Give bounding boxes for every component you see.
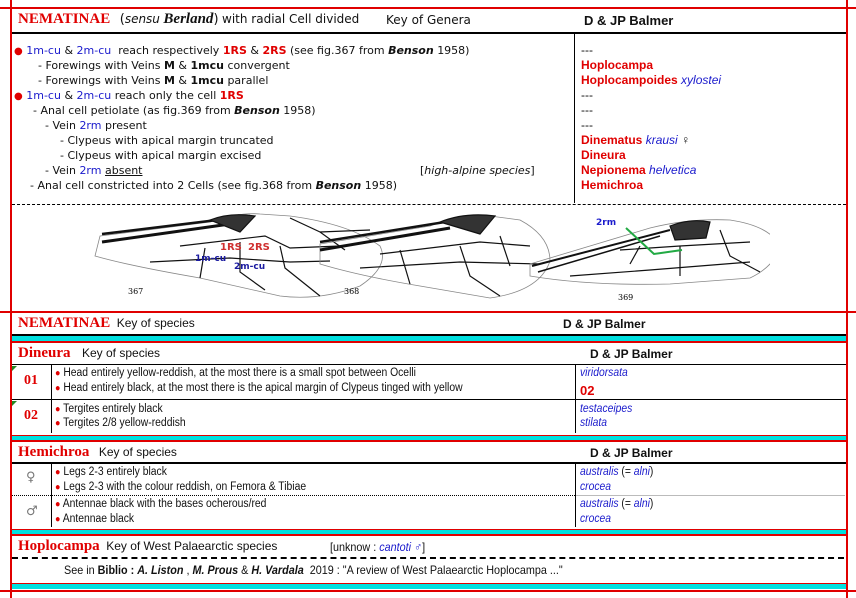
result-10: Hemichroa (581, 178, 644, 192)
sensu-close: ) (213, 12, 219, 27)
species-title: NEMATINAE (18, 315, 111, 331)
genera-result-divider (574, 33, 575, 203)
text: - Anal cell petiolate (as fig.369 from (33, 104, 231, 117)
key-line-7: - Clypeus with apical margin truncated (60, 134, 274, 147)
cyan-band (12, 584, 846, 589)
cell-1rs: 1RS (222, 44, 247, 57)
result-2: Hoplocampa (581, 58, 654, 72)
dineura-row-01-line2 (55, 381, 463, 396)
dineura-col2 (575, 365, 576, 433)
result-6: --- (581, 118, 593, 132)
species-top-rule (0, 311, 856, 313)
amp: & (178, 74, 187, 87)
green-corner (12, 401, 17, 406)
dineura-col1 (51, 365, 52, 433)
text: absent (104, 164, 143, 177)
vein-1mcu: 1mcu (190, 74, 224, 87)
key-line-5 (33, 103, 316, 118)
text: Tergites 2/8 yellow-reddish (63, 417, 186, 429)
year: 1958) (364, 179, 397, 192)
author: H. Vardala (251, 563, 304, 577)
hemichroa-author: D & JP Balmer (590, 446, 673, 460)
author: M. Prous (192, 563, 239, 577)
cell-2rs: 2RS (262, 44, 287, 57)
hemichroa-row-f-result1[interactable] (580, 465, 653, 480)
hemichroa-row-rule-right (575, 495, 845, 496)
bullet-icon: ● (55, 368, 61, 379)
dineura-row-02-num: 02 (24, 408, 38, 423)
genus: Nepionema (581, 163, 646, 177)
species: alni (633, 498, 650, 510)
vein-m: M (163, 59, 175, 72)
text: - Forewings with Veins (38, 74, 161, 87)
dineura-row-01-num: 01 (24, 373, 38, 388)
result-4: --- (581, 88, 593, 102)
dineura-key-label: Key of species (82, 346, 161, 360)
bullet-icon: ● (55, 514, 61, 525)
green-corner (12, 366, 17, 371)
fig-367-label: 367 (128, 287, 144, 296)
hemichroa-key-label: Key of species (98, 445, 177, 459)
bullet-icon: ● (14, 91, 23, 102)
female-icon: ♀ (681, 133, 691, 147)
vein-2rm: 2rm (79, 164, 102, 177)
berland-label: Berland (163, 11, 214, 27)
species: xylostei (681, 73, 722, 87)
hemichroa-title: Hemichroa (18, 444, 90, 460)
key-line-2 (38, 58, 290, 73)
vein-2rm: 2rm (79, 119, 102, 132)
year: 1958) (437, 44, 470, 57)
biblio-link[interactable]: Biblio : (97, 563, 135, 577)
biblio-reference (64, 563, 563, 577)
female-icon: ♀ (26, 470, 36, 485)
genus: Hoplocampoides (581, 73, 678, 87)
key-line-6 (45, 118, 147, 133)
text: & (241, 563, 249, 577)
bullet-icon: ● (55, 499, 61, 510)
amp: & (64, 89, 74, 102)
benson-ref: Benson (234, 104, 280, 117)
dineura-header-rule (12, 364, 846, 365)
cell-1rs: 1RS (219, 89, 244, 102)
fig-label-2rs: 2RS (248, 242, 270, 253)
genera-subtitle: with radial Cell divided (222, 12, 360, 26)
text: (see fig.367 from (290, 44, 385, 57)
dineura-header (18, 345, 160, 362)
fig-369-label: 369 (618, 293, 634, 302)
hemichroa-col2 (575, 464, 576, 527)
key-line-4 (14, 88, 244, 104)
hemichroa-row-f-result2[interactable]: crocea (580, 481, 612, 493)
species: krausi (645, 133, 678, 147)
vein-1mcu: 1mcu (190, 59, 224, 72)
species: alni (633, 466, 650, 478)
amp: & (178, 59, 187, 72)
text: parallel (227, 74, 269, 87)
vein-m: M (163, 74, 175, 87)
hemichroa-row-f-line2 (55, 480, 306, 495)
vein-1mcu: 1m-cu (26, 44, 61, 57)
year: 1958) (283, 104, 316, 117)
wing-fig-369 (530, 220, 770, 285)
author: A. Liston (137, 563, 184, 577)
text: - Forewings with Veins (38, 59, 161, 72)
genera-header-rule (12, 32, 846, 34)
fig-label-1rs: 1RS (220, 242, 242, 253)
hemichroa-row-m-line2 (55, 512, 134, 527)
bullet-icon: ● (55, 467, 61, 478)
text: Head entirely black, at the most there is the apical margin of Clypeus tinged with yellow (63, 382, 463, 394)
genera-title: NEMATINAE (18, 11, 111, 27)
text: - Vein (45, 164, 76, 177)
benson-ref: Benson (315, 179, 362, 192)
sensu-open: ( (119, 12, 125, 27)
hemichroa-row-m-line1 (55, 497, 266, 512)
fig-368-label: 368 (344, 287, 360, 296)
genera-author: D & JP Balmer (584, 13, 674, 28)
text: - Vein (45, 119, 76, 132)
key-line-8: - Clypeus with apical margin excised (60, 149, 262, 162)
dineura-row-01-result1[interactable]: viridorsata (580, 367, 628, 379)
dineura-author: D & JP Balmer (590, 347, 673, 361)
text: [unknow : (330, 540, 377, 554)
bullet-icon: ● (55, 482, 61, 493)
text: ] (422, 540, 426, 554)
key-line-9-note: [high-alpine species] (420, 164, 535, 177)
species-key-label: Key of species (116, 316, 195, 330)
hemichroa-header-rule (12, 462, 846, 464)
bullet-icon: ● (14, 46, 23, 57)
text: Antennae black with the bases ocherous/red (62, 498, 267, 510)
species: cantoti (379, 540, 412, 554)
frame-top (0, 7, 856, 9)
wing-figures (90, 206, 770, 306)
species: helvetica (649, 163, 697, 177)
text: convergent (227, 59, 290, 72)
species-header (18, 315, 195, 332)
text: - Anal cell constricted into 2 Cells (see fig.368 from (30, 179, 313, 192)
hemichroa-col1 (51, 464, 52, 527)
dineura-row-01-result2[interactable]: 02 (580, 383, 595, 398)
text: Tergites entirely black (63, 403, 163, 415)
fig-label-2rm: 2rm (596, 218, 617, 228)
text: Legs 2-3 with the colour reddish, on Femora & Tibiae (63, 481, 307, 493)
hoplocampa-header (18, 538, 277, 555)
text: Head entirely yellow-reddish, at the most there is a small spot between Ocelli (63, 367, 416, 379)
vein-2mcu: 2m-cu (76, 44, 112, 57)
reference-title: 2019 : "A review of West Palaearctic Hoplocampa ..." (309, 563, 563, 577)
text: reach respectively (118, 44, 220, 57)
hoplocampa-title: Hoplocampa (18, 538, 100, 554)
species: australis (580, 466, 619, 478)
text: (= (621, 498, 631, 510)
species: australis (580, 498, 619, 510)
vein-1mcu: 1m-cu (26, 89, 61, 102)
wing-fig-368 (320, 215, 550, 298)
genera-key-label: Key of Genera (386, 13, 471, 27)
vein-2mcu: 2m-cu (76, 89, 112, 102)
high-alpine-note: high-alpine species (424, 164, 531, 177)
fig-label-2mcu: 2m-cu (234, 262, 266, 272)
hemichroa-row-m-result2[interactable]: crocea (580, 513, 612, 525)
hoplocampa-dashed-rule (12, 557, 844, 559)
text: See in (64, 563, 95, 577)
male-icon: ♂ (26, 504, 38, 519)
result-8: Dineura (581, 148, 626, 162)
sensu-label: sensu (124, 12, 160, 26)
benson-ref: Benson (388, 44, 434, 57)
species-author: D & JP Balmer (563, 317, 646, 331)
result-5: --- (581, 103, 593, 117)
key-line-3 (38, 73, 268, 88)
dineura-row-02-result2[interactable]: stilata (580, 417, 608, 429)
genera-header (18, 11, 359, 28)
text: (= (621, 466, 631, 478)
result-9 (581, 163, 696, 178)
bullet-icon: ● (55, 383, 61, 394)
fig-label-1mcu: 1m-cu (195, 254, 227, 264)
bullet-icon: ● (55, 404, 61, 415)
text: present (104, 119, 147, 132)
key-line-10 (30, 178, 397, 193)
bullet-icon: ● (55, 418, 61, 429)
hemichroa-row-rule (12, 495, 575, 496)
amp: & (64, 44, 74, 57)
dineura-row-02-line1 (55, 402, 163, 417)
hemichroa-row-f-line1 (55, 465, 167, 480)
text: ) (649, 498, 654, 510)
result-1: --- (581, 43, 593, 57)
dineura-row-01-line1 (55, 366, 416, 381)
text: reach only the cell (114, 89, 217, 102)
unknow-note (330, 540, 425, 554)
text: ) (649, 466, 654, 478)
text: , (186, 563, 190, 577)
result-7 (581, 133, 690, 148)
hoplocampa-key-label: Key of West Palaearctic species (106, 539, 278, 553)
text: Antennae black (62, 513, 135, 525)
result-3 (581, 73, 721, 88)
wing-fig-367 (95, 214, 383, 298)
dineura-title: Dineura (18, 345, 71, 361)
genus: Dinematus (581, 133, 643, 147)
amp: & (250, 44, 259, 57)
male-icon: ♂ (414, 540, 423, 554)
dineura-row-02-result1[interactable]: testaceipes (580, 403, 633, 415)
dineura-row-rule (12, 399, 846, 400)
figures-divider (12, 204, 846, 205)
frame-bottom (0, 590, 856, 592)
key-line-1 (14, 43, 469, 59)
dineura-row-02-line2 (55, 416, 186, 431)
text: Legs 2-3 entirely black (63, 466, 167, 478)
key-line-9 (45, 163, 143, 178)
hemichroa-header (18, 444, 177, 461)
hemichroa-row-m-result1[interactable] (580, 497, 653, 512)
